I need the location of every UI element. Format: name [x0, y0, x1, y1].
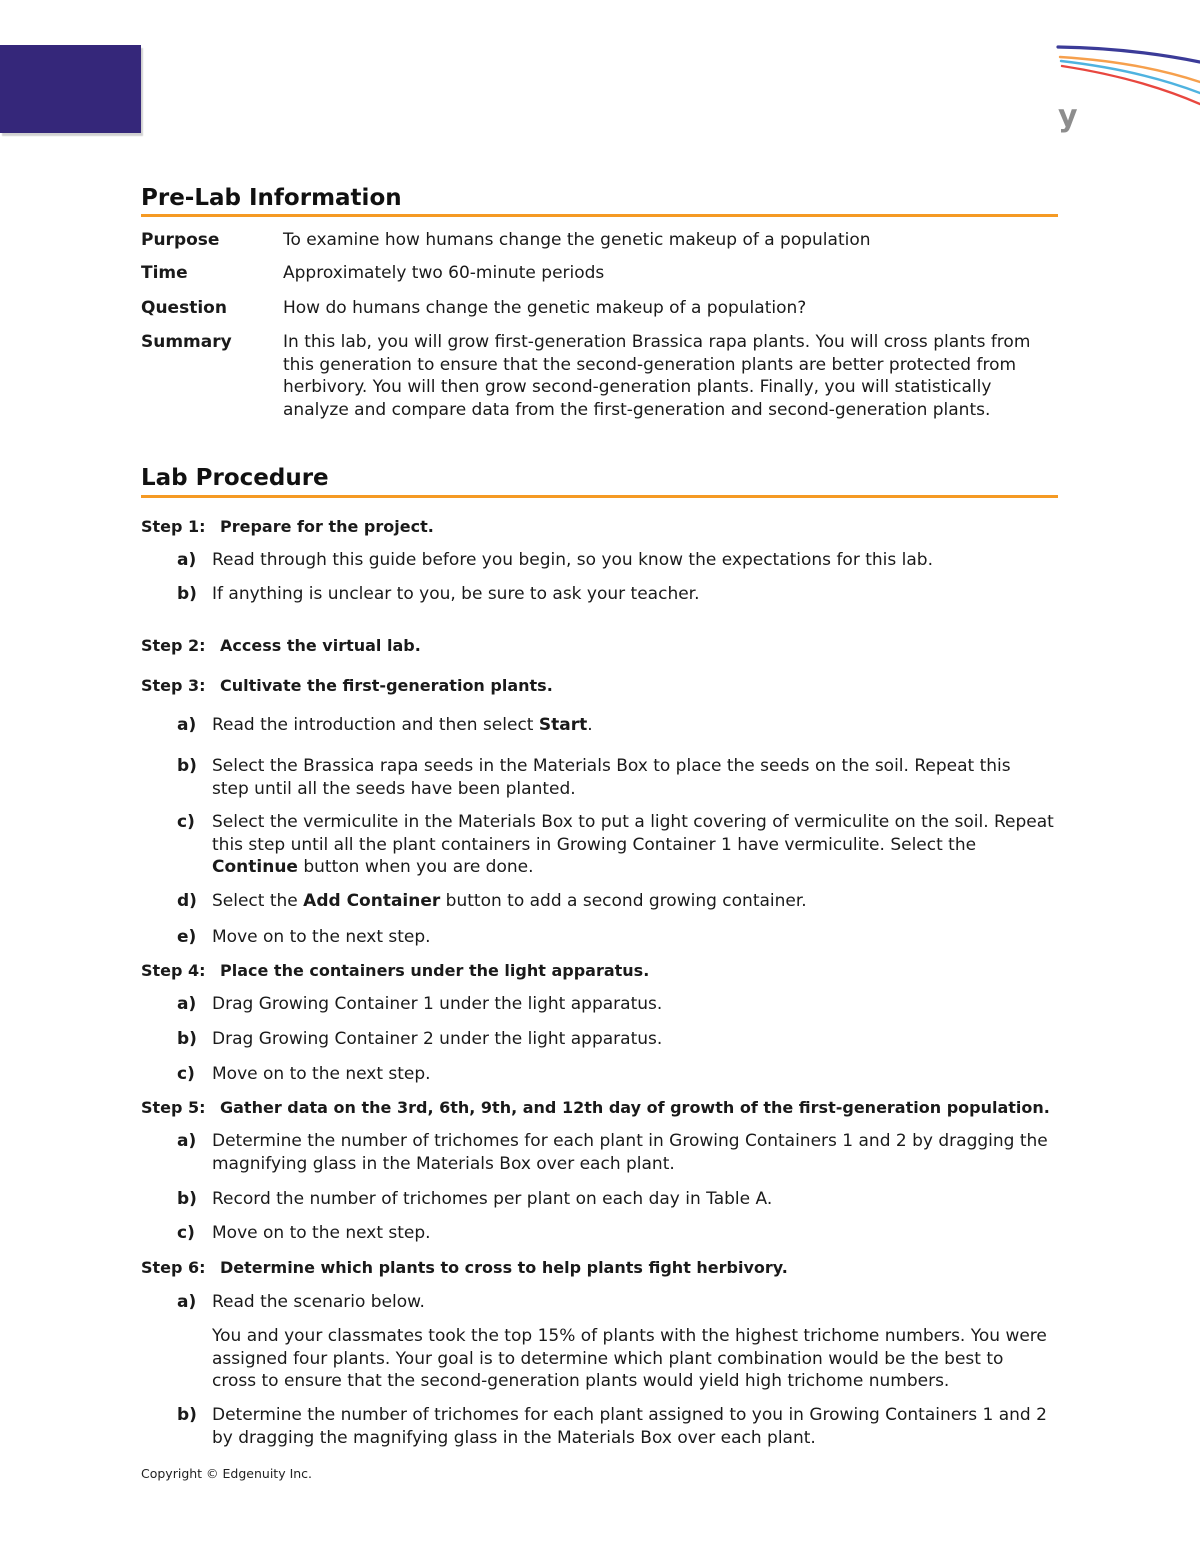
step-label: Step 2: — [141, 636, 206, 655]
step-title: Place the containers under the light apparatus. — [220, 961, 650, 980]
row-value-line: Approximately two 60-minute periods — [283, 263, 605, 283]
item-text-line — [212, 890, 807, 913]
item-text — [212, 811, 1054, 879]
item-text-line: Drag Growing Container 2 under the light apparatus. — [212, 1029, 663, 1049]
scenario-paragraph — [212, 1325, 1047, 1393]
item-letter: c) — [177, 1223, 195, 1243]
item-text — [212, 714, 593, 737]
item-letter: a) — [177, 715, 197, 735]
step-label: Step 5: — [141, 1098, 206, 1117]
text-run: Read the introduction and then select — [212, 715, 539, 735]
procedure-heading: Lab Procedure — [141, 465, 329, 491]
item-text — [212, 549, 933, 572]
scenario-line: assigned four plants. Your goal is to determine which plant combination would be the best to — [212, 1348, 1004, 1369]
step-label: Step 1: — [141, 517, 206, 536]
emphasis-continue: Continue — [212, 857, 298, 878]
item-text — [212, 1291, 425, 1314]
prelab-heading-rule — [141, 214, 1058, 217]
text-run: Select the — [212, 891, 304, 911]
row-value-line: In this lab, you will grow first-generation Brassica rapa plants. You will cross plants from — [283, 332, 1031, 352]
swoosh-blue-line — [1058, 47, 1200, 62]
logo-block — [0, 45, 141, 133]
item-letter: a) — [177, 994, 197, 1014]
item-letter: d) — [177, 891, 197, 911]
row-value-line: How do humans change the genetic makeup of a population? — [283, 298, 807, 318]
item-text-line — [212, 856, 1054, 879]
item-text-line: Move on to the next step. — [212, 1064, 431, 1084]
item-text — [212, 926, 431, 949]
row-label: Time — [141, 263, 188, 283]
item-text-line: Determine the number of trichomes for each plant in Growing Containers 1 and 2 by dragging the — [212, 1131, 1048, 1151]
item-text-line: this step until all the plant containers in Growing Container 1 have vermiculite. Select the — [212, 834, 977, 855]
step-title: Determine which plants to cross to help plants fight herbivory. — [220, 1258, 788, 1277]
item-text — [212, 1028, 662, 1051]
item-text — [212, 1130, 1048, 1175]
step-title: Prepare for the project. — [220, 517, 434, 536]
item-letter: a) — [177, 1292, 197, 1312]
item-letter: a) — [177, 550, 197, 570]
item-text-line: Drag Growing Container 1 under the light apparatus. — [212, 994, 663, 1014]
step-title: Access the virtual lab. — [220, 636, 421, 655]
row-value — [283, 262, 604, 285]
row-value — [283, 297, 806, 320]
copyright-notice: Copyright © Edgenuity Inc. — [141, 1466, 313, 1481]
item-text — [212, 1404, 1047, 1449]
row-value-line: herbivory. You will then grow second-generation plants. Finally, you will statistically — [283, 377, 992, 398]
item-text-line: step until all the seeds have been planted. — [212, 778, 576, 799]
item-text-line: Select the Brassica rapa seeds in the Materials Box to place the seeds on the soil. Repeat this — [212, 756, 1011, 776]
item-text-line: magnifying glass in the Materials Box over each plant. — [212, 1153, 675, 1174]
text-run: . — [587, 715, 593, 735]
scenario-line: cross to ensure that the second-generation plants would yield high trichome numbers. — [212, 1371, 950, 1392]
item-letter: c) — [177, 812, 195, 832]
item-letter: c) — [177, 1064, 195, 1084]
item-letter: a) — [177, 1131, 197, 1151]
text-run: button when you are done. — [297, 857, 534, 878]
item-text-line: Move on to the next step. — [212, 927, 431, 947]
step-title: Gather data on the 3rd, 6th, 9th, and 12th day of growth of the first-generation population. — [220, 1098, 1050, 1117]
step-title: Cultivate the first-generation plants. — [220, 676, 553, 695]
item-text — [212, 1188, 772, 1211]
row-label: Summary — [141, 332, 232, 352]
item-letter: e) — [177, 927, 197, 947]
step-label: Step 6: — [141, 1258, 206, 1277]
row-value — [283, 331, 1030, 422]
item-text — [212, 1063, 431, 1086]
item-text-line: Read through this guide before you begin, so you know the expectations for this lab. — [212, 550, 933, 570]
item-letter: b) — [177, 756, 197, 776]
row-value — [283, 229, 871, 252]
item-letter: b) — [177, 1405, 197, 1425]
item-letter: b) — [177, 584, 197, 604]
row-label: Question — [141, 298, 227, 318]
step-label: Step 4: — [141, 961, 206, 980]
prelab-heading: Pre-Lab Information — [141, 185, 402, 211]
logo-wordmark-fragment: y — [1058, 99, 1078, 134]
text-run: button to add a second growing container. — [440, 891, 807, 911]
item-text-line: Move on to the next step. — [212, 1223, 431, 1243]
item-text-line: Read the scenario below. — [212, 1292, 425, 1312]
item-text-line: by dragging the magnifying glass in the Materials Box over each plant. — [212, 1427, 816, 1448]
item-text — [212, 1222, 431, 1245]
step-label: Step 3: — [141, 676, 206, 695]
item-letter: b) — [177, 1189, 197, 1209]
emphasis-add-container: Add Container — [303, 891, 441, 911]
item-text-line: If anything is unclear to you, be sure to ask your teacher. — [212, 584, 700, 604]
row-value-line: To examine how humans change the genetic makeup of a population — [283, 230, 871, 250]
row-label: Purpose — [141, 230, 220, 250]
emphasis-start: Start — [538, 715, 588, 735]
scenario-line: You and your classmates took the top 15% of plants with the highest trichome numbers. You were — [212, 1326, 1047, 1346]
row-value-line: this generation to ensure that the second-generation plants are better protected from — [283, 354, 1017, 375]
item-text — [212, 755, 1011, 800]
item-letter: b) — [177, 1029, 197, 1049]
item-text — [212, 993, 662, 1016]
item-text-line: Determine the number of trichomes for each plant assigned to you in Growing Containers 1 and 2 — [212, 1405, 1047, 1425]
item-text-line: Record the number of trichomes per plant on each day in Table A. — [212, 1189, 773, 1209]
row-value-line: analyze and compare data from the first-generation and second-generation plants. — [283, 400, 991, 421]
item-text-line — [212, 714, 593, 737]
item-text-line: Select the vermiculite in the Materials Box to put a light covering of vermiculite on the soil. Repeat — [212, 812, 1054, 832]
procedure-heading-rule — [141, 495, 1058, 498]
item-text — [212, 890, 807, 913]
item-text — [212, 583, 700, 606]
